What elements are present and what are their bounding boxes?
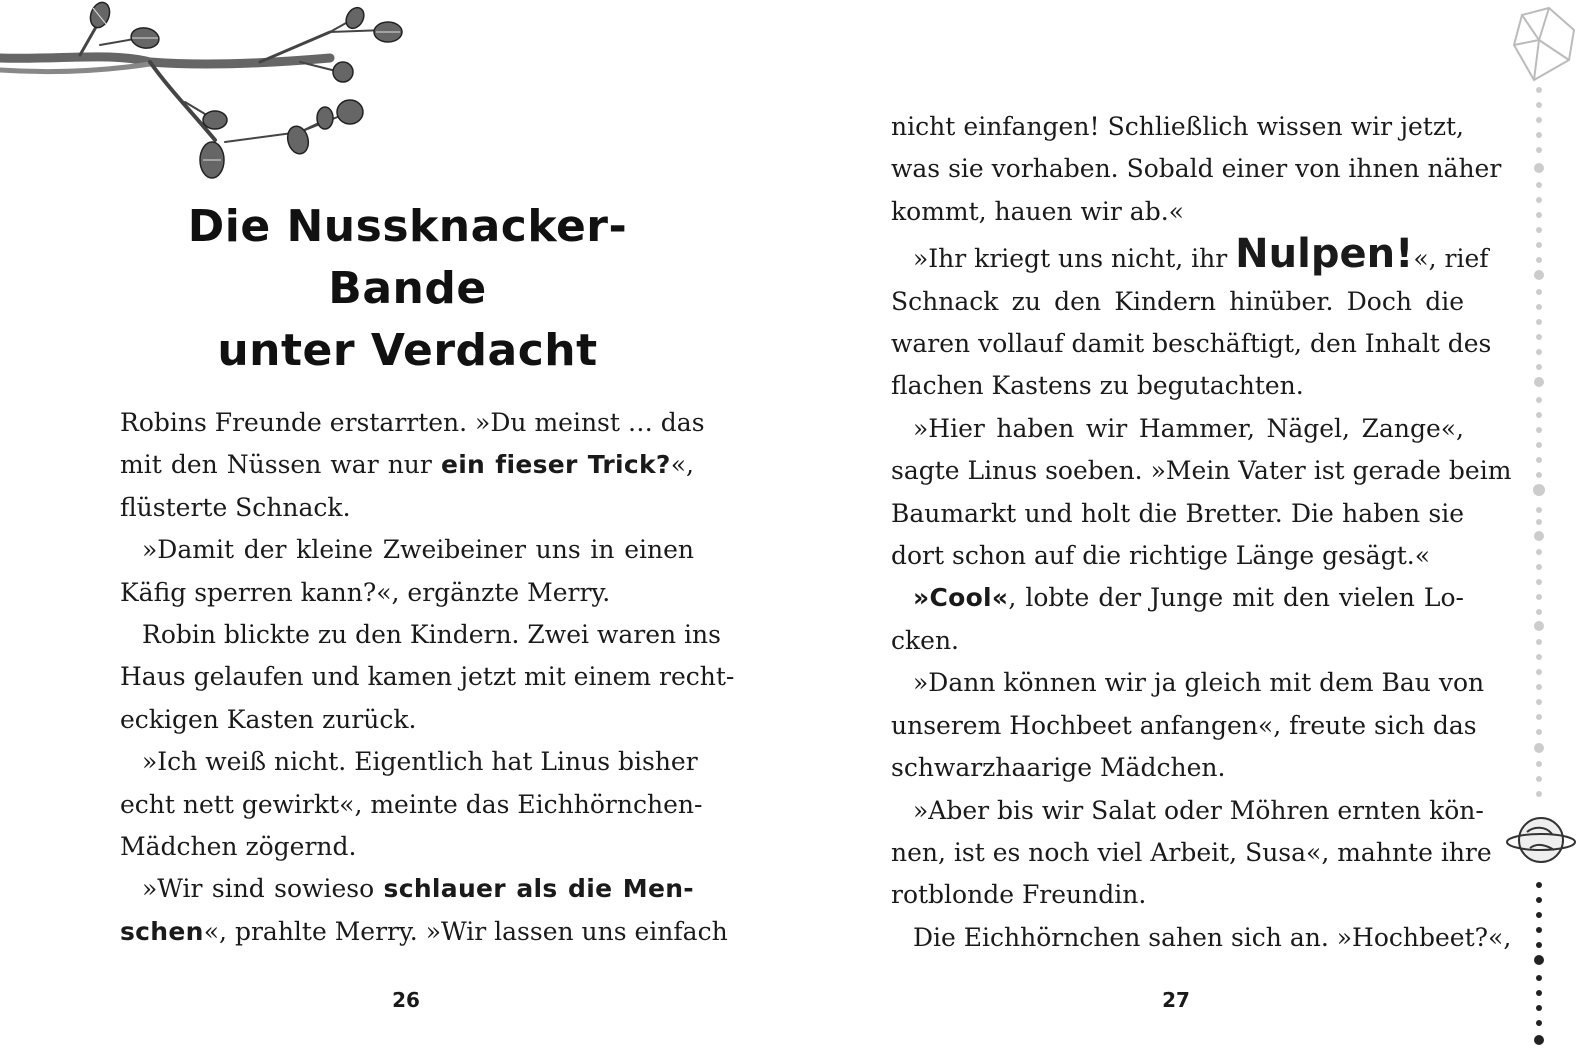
page-number-left: 26 <box>392 988 420 1012</box>
planet-icon <box>1507 818 1575 862</box>
chapter-title-line-1: Die Nussknacker-Bande <box>187 201 628 314</box>
body-text-right: nicht einfangen! Schließlich wissen wir jetzt, was sie vorhaben. Sobald einer von ihnen näher kommt, hauen wir ab.« »Ihr kriegt uns nicht, ihr Nulpen!«, rief Schnack zu den Kindern hinüber. Doch die waren vollauf damit beschäftigt, den Inhalt des flachen Kastens zu begutachten. »Hier haben wir Hammer, Nägel, Zange«, sagte Linus soeben. »Mein Vater ist gerade beim Baumarkt und holt die Bretter. Die haben sie dort schon auf die richtige Länge gesägt.« »Cool«, lobte der Junge mit den vielen Lo- cken. »Dann können wir ja gleich mit dem Bau von unserem Hochbeet anfangen«, freute sich das schwarzhaarige Mädchen. »Aber bis wir Salat oder Möhren ernten kön- nen, ist es noch viel Arbeit, Susa«, mahnte ihre rotblonde Freundin. Die Eichhörnchen sahen sich an. »Hochbeet?«, <box>891 112 1512 952</box>
page-edge-decoration <box>1494 0 1584 1058</box>
page-number-right: 27 <box>1162 988 1190 1012</box>
branch-with-leaves-icon <box>0 0 420 190</box>
chapter-title <box>120 196 695 382</box>
chapter-title-line-2: unter Verdacht <box>217 325 598 376</box>
crystal-icon <box>1514 8 1574 80</box>
right-page <box>792 0 1584 1058</box>
body-text-left: Robins Freunde erstarrten. »Du meinst … das mit den Nüssen war nur ein fieser Trick?«, flüsterte Schnack. »Damit der kleine Zweibeiner uns in einen Käfig sperren kann?«, ergänzte Merry. Robin blickte zu den Kindern. Zwei waren ins Haus gelaufen und kamen jetzt mit einem recht- eckigen Kasten zurück. »Ich weiß nicht. Eigentlich hat Linus bisher echt nett gewirkt«, meinte das Eichhörnchen- Mädchen zögernd. »Wir sind sowieso schlauer als die Men- schen«, prahlte Merry. »Wir lassen uns einfach <box>120 408 735 946</box>
